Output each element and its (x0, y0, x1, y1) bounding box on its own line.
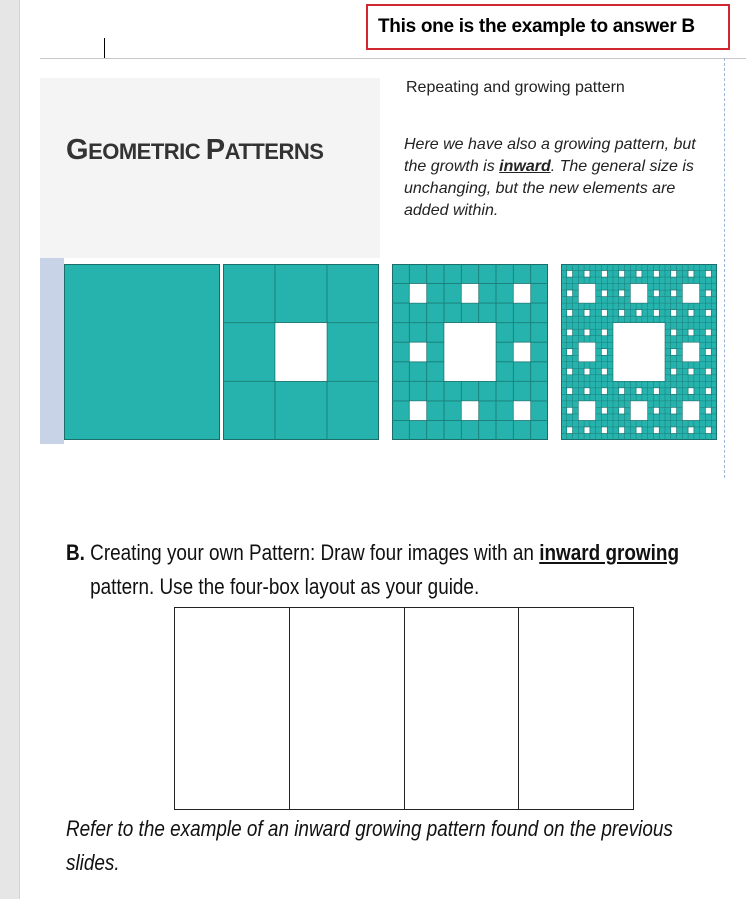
pattern-hole (671, 290, 677, 297)
pattern-hole (682, 342, 699, 362)
pattern-hole (671, 349, 677, 356)
pattern-hole (705, 329, 711, 336)
pattern-hole (601, 329, 607, 336)
pattern-hole (578, 342, 595, 362)
question-b (66, 536, 680, 604)
pattern-hole (705, 290, 711, 297)
pattern-hole (567, 388, 573, 395)
answer-box-4[interactable] (519, 608, 633, 809)
pattern-hole (513, 401, 530, 421)
pattern-hole (409, 342, 426, 362)
text-cursor (104, 38, 105, 60)
pattern-hole (584, 388, 590, 395)
pattern-hole (567, 349, 573, 356)
pattern-hole (653, 290, 659, 297)
pattern-stage-4 (561, 264, 717, 440)
question-label: B. (66, 540, 85, 565)
title-part: ATTERNS (224, 139, 324, 164)
pattern-stage-2 (223, 264, 379, 440)
refer-note (66, 812, 673, 880)
pattern-hole (671, 271, 677, 278)
pattern-hole (601, 388, 607, 395)
answer-box-2[interactable] (290, 608, 405, 809)
question-text-line2: pattern. Use the four-box layout as your guide. (90, 574, 480, 599)
pattern-hole (567, 368, 573, 375)
pattern-hole (688, 368, 694, 375)
pattern-graphic (64, 264, 220, 440)
pattern-hole (567, 310, 573, 317)
title-panel (40, 78, 126, 258)
pattern-hole (513, 284, 530, 304)
pattern-hole (619, 290, 625, 297)
pattern-hole (601, 349, 607, 356)
pattern-hole (567, 290, 573, 297)
question-text: Creating your own Pattern: Draw four images with an (84, 540, 540, 565)
answer-box-1[interactable] (175, 608, 290, 809)
pattern-hole (567, 271, 573, 278)
pattern-hole (671, 368, 677, 375)
pattern-square (65, 265, 220, 440)
slide-subtitle: Repeating and growing pattern (406, 79, 625, 96)
pattern-hole (619, 427, 625, 434)
pattern-graphic (223, 264, 379, 440)
pattern-hole (601, 290, 607, 297)
pattern-hole (671, 388, 677, 395)
pattern-hole (567, 427, 573, 434)
page-guide-line (724, 58, 725, 478)
pattern-hole (653, 271, 659, 278)
pattern-hole (688, 388, 694, 395)
pattern-hole (636, 310, 642, 317)
pattern-hole (688, 310, 694, 317)
pattern-hole (630, 284, 647, 304)
question-emphasis: inward growing (539, 540, 680, 565)
pattern-hole (636, 388, 642, 395)
pattern-graphic (561, 264, 717, 440)
pattern-hole (653, 388, 659, 395)
pattern-hole (513, 342, 530, 362)
pattern-hole (682, 284, 699, 304)
pattern-hole (688, 329, 694, 336)
pattern-hole (461, 284, 478, 304)
pattern-hole (619, 310, 625, 317)
desc-text: . The general size is unchanging, but the new elements are added within. (404, 158, 694, 219)
pattern-hole (601, 271, 607, 278)
pattern-hole (671, 427, 677, 434)
desc-text: Here we have also a growing pattern, but the growth is (404, 136, 696, 175)
desc-emphasis: inward (499, 158, 551, 175)
pattern-hole (653, 310, 659, 317)
pattern-hole (584, 329, 590, 336)
pattern-hole (619, 407, 625, 414)
pattern-hole (705, 427, 711, 434)
pattern-hole (584, 427, 590, 434)
pattern-hole (688, 271, 694, 278)
title-letter: P (205, 134, 225, 166)
pattern-graphic (392, 264, 548, 440)
title-panel (126, 78, 380, 258)
pattern-hole (567, 329, 573, 336)
pattern-hole (705, 407, 711, 414)
slide-title (66, 134, 323, 167)
side-accent-bar (40, 258, 64, 444)
pattern-hole (636, 427, 642, 434)
pattern-hole (409, 401, 426, 421)
pattern-hole (578, 401, 595, 421)
pattern-hole (601, 310, 607, 317)
pattern-hole (705, 349, 711, 356)
pattern-hole (584, 310, 590, 317)
pattern-hole (461, 401, 478, 421)
pattern-hole (444, 323, 496, 382)
pattern-hole (636, 271, 642, 278)
pattern-hole (705, 388, 711, 395)
pattern-hole (653, 427, 659, 434)
pattern-hole (619, 271, 625, 278)
pattern-hole (601, 407, 607, 414)
callout-text: This one is the example to answer B (378, 16, 695, 37)
pattern-hole (601, 368, 607, 375)
pattern-hole (613, 323, 665, 382)
pattern-hole (567, 407, 573, 414)
four-box-layout (174, 607, 634, 810)
pattern-stage-1 (64, 264, 220, 440)
pattern-hole (630, 401, 647, 421)
title-letter: G (66, 134, 89, 166)
pattern-hole (671, 407, 677, 414)
callout-box (366, 4, 730, 50)
title-part: EOMETRIC (88, 139, 206, 164)
pattern-hole (671, 329, 677, 336)
pattern-hole (584, 271, 590, 278)
pattern-hole (671, 310, 677, 317)
pattern-hole (584, 368, 590, 375)
refer-line-1: Refer to the example of an inward growing pattern found on the previous (66, 816, 673, 841)
left-gutter (0, 0, 20, 899)
pattern-hole (705, 310, 711, 317)
slide-description (404, 134, 714, 222)
refer-line-2: slides. (66, 850, 120, 875)
pattern-stage-3 (392, 264, 548, 440)
pattern-hole (601, 427, 607, 434)
pattern-hole (705, 368, 711, 375)
pattern-hole (275, 323, 327, 382)
pattern-hole (619, 388, 625, 395)
pattern-hole (682, 401, 699, 421)
pattern-hole (705, 271, 711, 278)
pattern-hole (653, 407, 659, 414)
pattern-hole (688, 427, 694, 434)
pattern-hole (409, 284, 426, 304)
pattern-hole (578, 284, 595, 304)
answer-box-3[interactable] (405, 608, 520, 809)
